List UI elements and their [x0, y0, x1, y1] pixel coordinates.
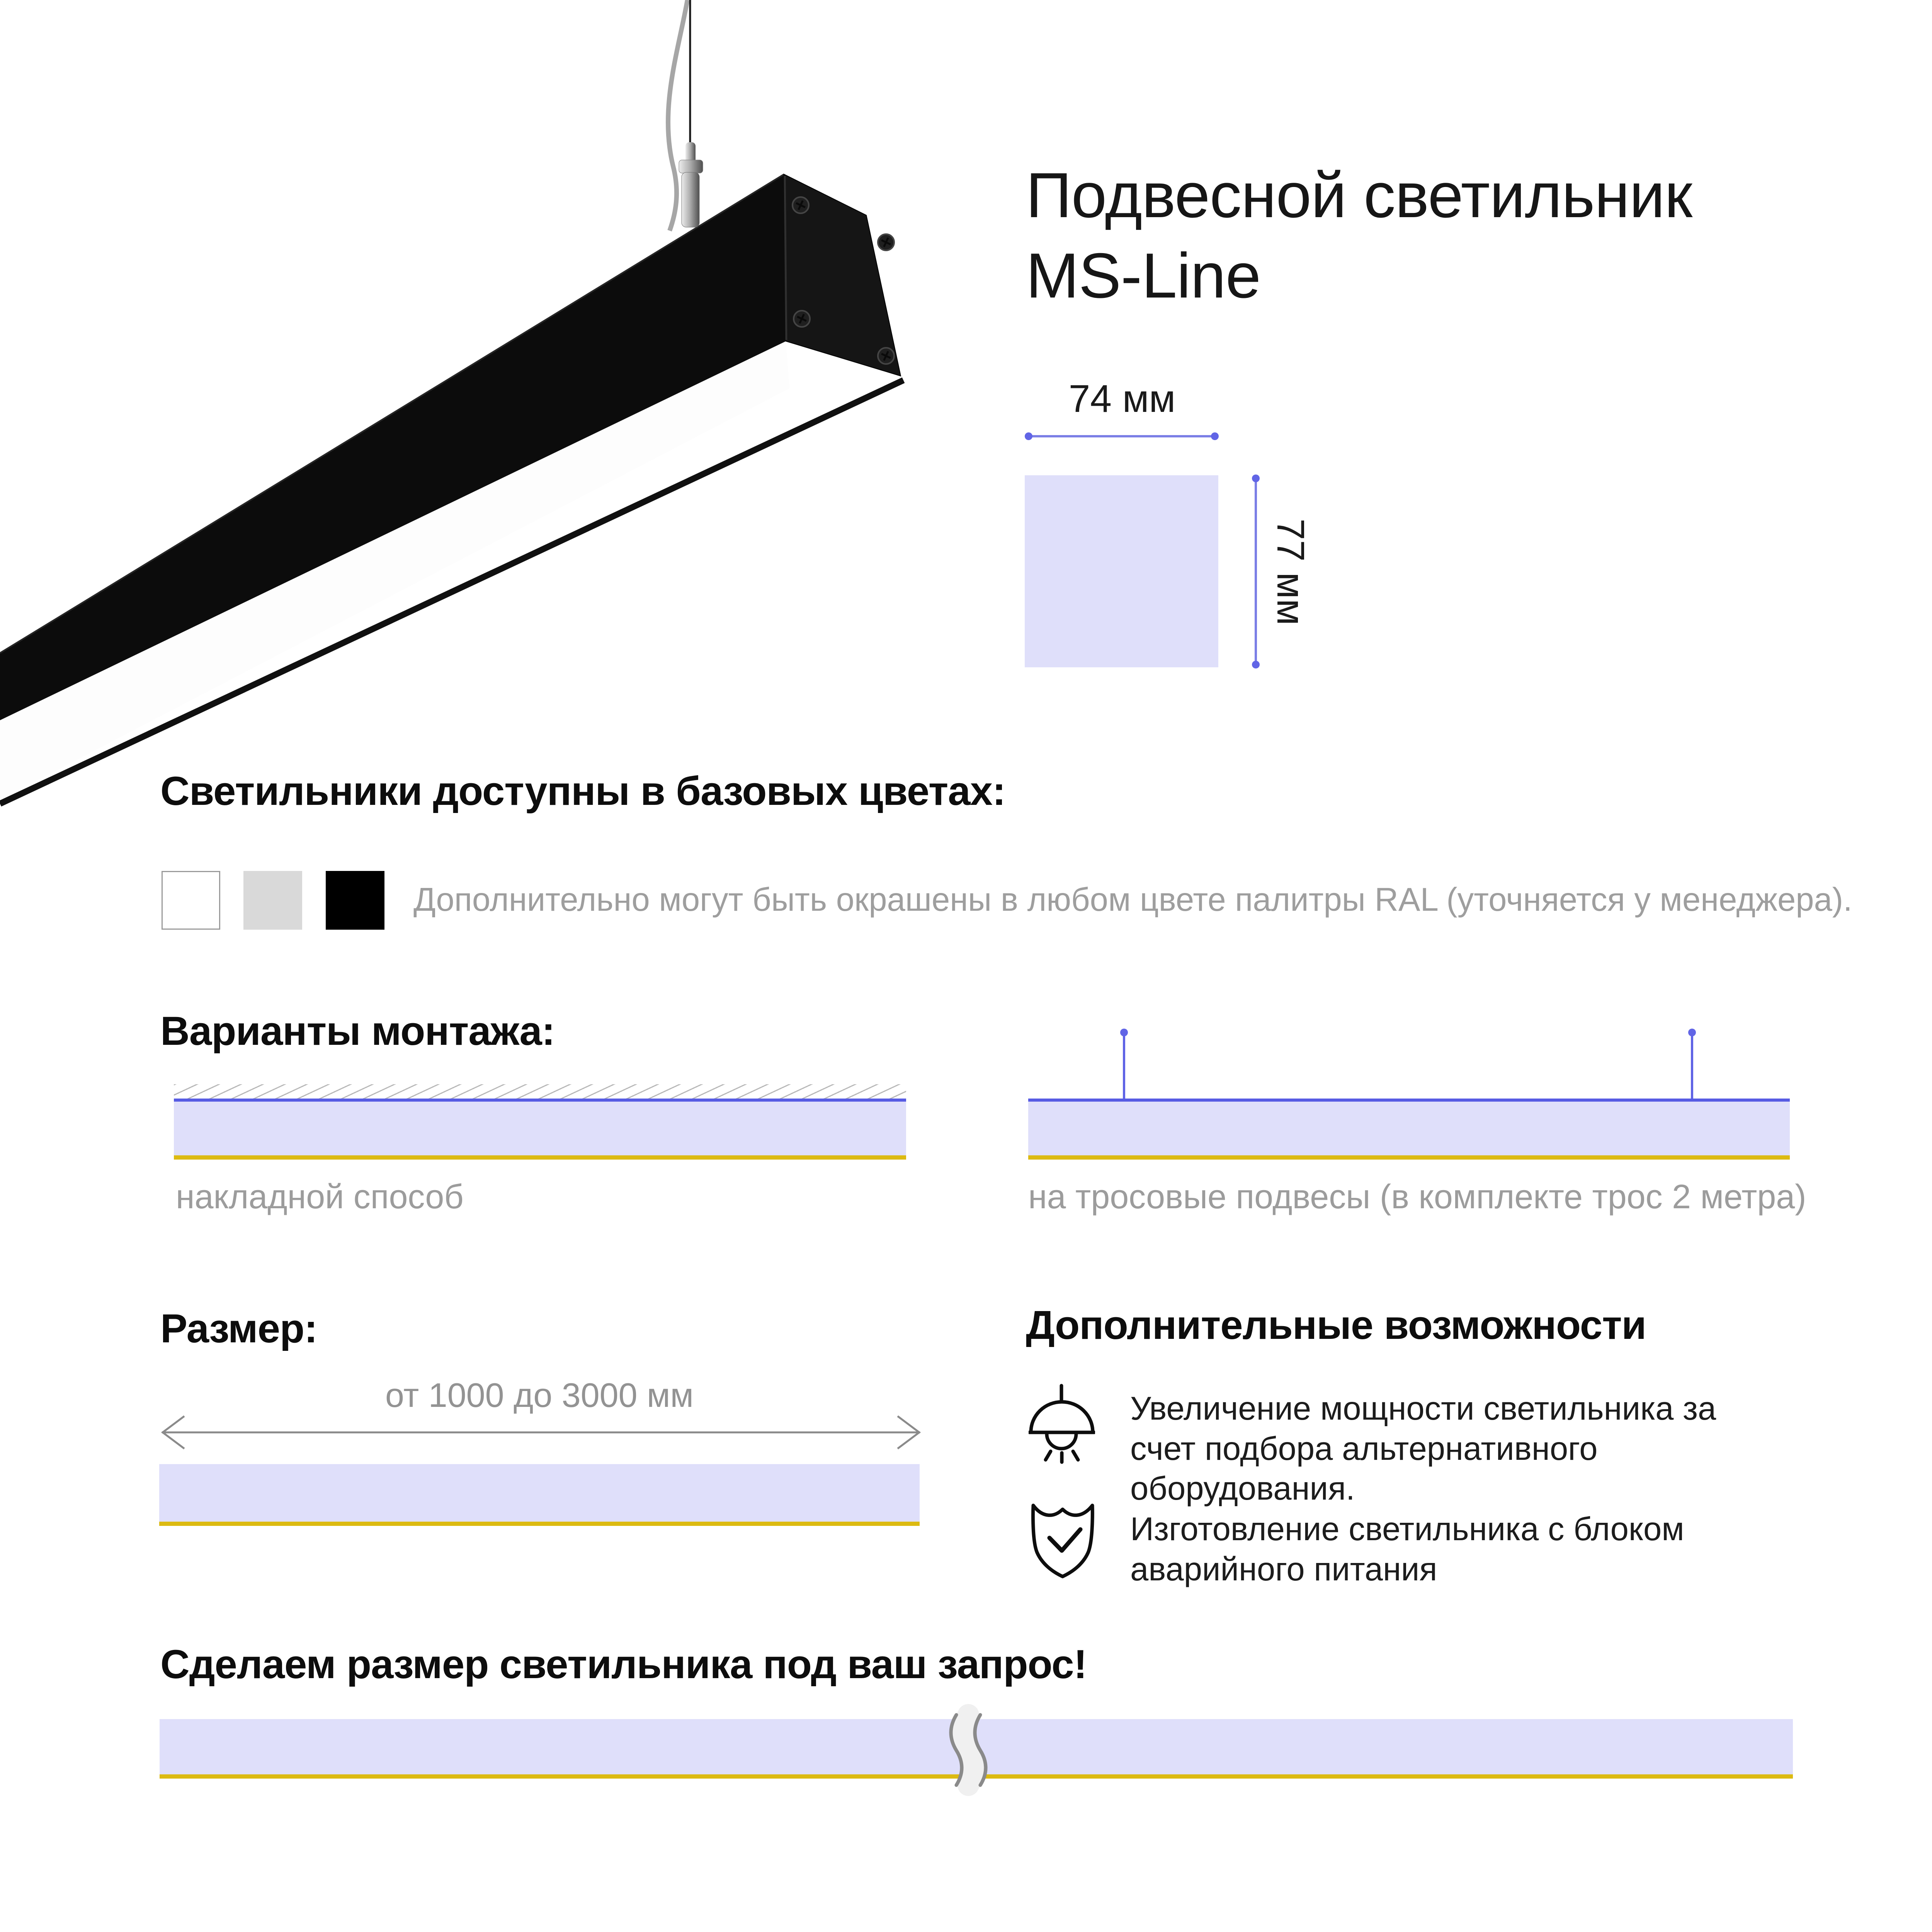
page-title: Подвесной светильник MS-Line — [1026, 160, 1692, 311]
diffuser-strip — [0, 341, 789, 800]
features-section-heading: Дополнительные возможности — [1026, 1303, 1646, 1348]
color-swatch-gray — [243, 871, 302, 930]
height-dimension-line — [1255, 479, 1257, 664]
shield-check-icon — [1031, 1503, 1095, 1579]
suspension-dot — [1688, 1029, 1696, 1036]
dimension-dot — [1252, 474, 1260, 482]
size-diagram-bar — [159, 1464, 920, 1526]
size-range-arrow-icon — [156, 1412, 925, 1453]
ral-note: Дополнительно могут быть окрашены в любом цвете палитры RAL (уточняется у менеджера). — [413, 881, 1852, 918]
surface-mount-diagram — [174, 1099, 906, 1160]
custom-size-heading: Сделаем размер светильника под ваш запрос! — [160, 1642, 1087, 1687]
width-dimension-label: 74 мм — [1068, 377, 1176, 420]
feature-text: Изготовление светильника с блоком аварийного питания — [1130, 1511, 1684, 1588]
cable-mount-diagram — [1028, 1099, 1790, 1160]
ceiling-hatch — [174, 1084, 906, 1099]
profile-cross-section — [1025, 475, 1218, 667]
height-dimension-label: 77 мм — [1269, 518, 1312, 626]
cable-gripper — [679, 142, 703, 227]
width-dimension-line — [1029, 435, 1216, 437]
suspension-rod — [1123, 1032, 1125, 1099]
feature-text: Увеличение мощности светильника за счет подбора альтернативного оборудования. — [1130, 1390, 1716, 1507]
size-section-heading: Размер: — [160, 1306, 318, 1351]
length-break-icon — [925, 1702, 1022, 1803]
suspension-rod — [1691, 1032, 1693, 1099]
colors-section-heading: Светильники доступны в базовых цветах: — [160, 769, 1006, 814]
color-swatch-black — [326, 871, 384, 930]
suspension-dot — [1120, 1029, 1128, 1036]
dimension-dot — [1025, 432, 1032, 440]
size-range-label: от 1000 до 3000 мм — [385, 1376, 694, 1414]
dimension-dot — [1211, 432, 1219, 440]
pendant-lamp-icon — [1029, 1383, 1095, 1466]
cable-mount-caption: на тросовые подвесы (в комплекте трос 2 метра) — [1028, 1177, 1806, 1216]
mounting-section-heading: Варианты монтажа: — [160, 1009, 555, 1054]
dimension-dot — [1252, 661, 1260, 668]
surface-mount-caption: накладной способ — [176, 1177, 464, 1216]
color-swatch-white — [162, 871, 220, 930]
pendant-light-photo — [0, 0, 927, 889]
